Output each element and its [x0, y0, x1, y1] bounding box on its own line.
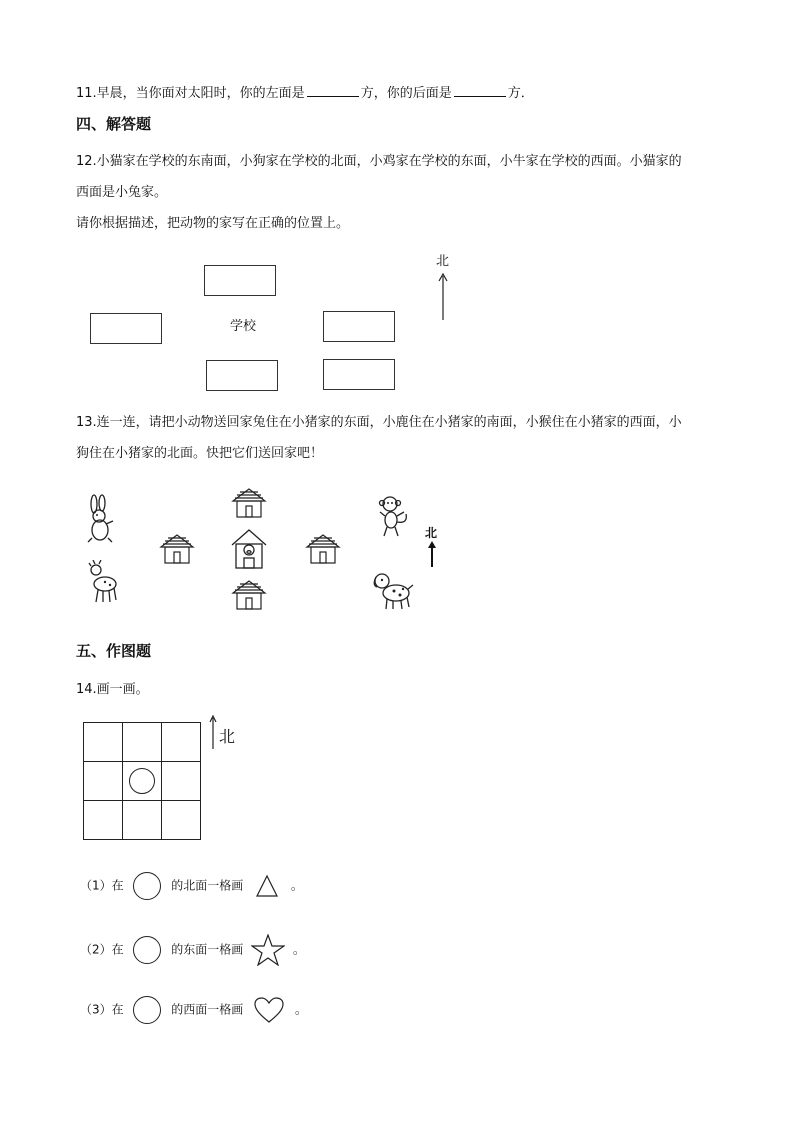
answer-blank-1[interactable] [307, 82, 359, 97]
question-11 [76, 82, 534, 104]
grid-cell[interactable] [162, 801, 201, 840]
grid-cell[interactable] [84, 762, 123, 801]
school-label: 学校 [230, 319, 257, 334]
grid-cell[interactable] [84, 801, 123, 840]
grid-cell[interactable] [162, 762, 201, 801]
circle-icon [133, 996, 161, 1024]
sub-item-text: 的西面一格画 [171, 1002, 244, 1017]
sub-item-2 [80, 934, 305, 966]
north-answer-box[interactable] [204, 265, 276, 296]
star-icon [251, 934, 285, 966]
heart-icon [253, 996, 285, 1024]
sub-item-end: 。 [294, 1002, 307, 1017]
house-south-icon[interactable] [231, 579, 267, 611]
sub-item-1 [80, 872, 303, 900]
circle-icon [129, 768, 155, 794]
q12-line-1: 12.小猫家在学校的东南面，小狗家在学校的北面，小鸡家在学校的东面，小牛家在学校的西面。小猫家的 [76, 154, 682, 169]
grid-cell[interactable] [162, 723, 201, 762]
answer-blank-2[interactable] [454, 82, 506, 97]
circle-icon [133, 872, 161, 900]
sub-item-3 [80, 996, 307, 1024]
grid-cell[interactable] [123, 723, 162, 762]
q11-text-2: 方，你的后面是 [360, 86, 452, 101]
grid-cell[interactable] [84, 723, 123, 762]
section-heading-5: 五、作图题 [76, 642, 152, 660]
pig-house-icon[interactable] [229, 528, 269, 570]
north-arrow-icon-14 [208, 714, 218, 750]
north-arrow-icon [436, 272, 450, 322]
q12-line-3: 请你根据描述，把动物的家写在正确的位置上。 [76, 216, 350, 231]
sub-item-prefix: （3）在 [80, 1002, 124, 1017]
rabbit-icon[interactable] [82, 494, 118, 544]
drawing-grid [83, 722, 201, 840]
q11-text-1: 11.早晨，当你面对太阳时，你的左面是 [76, 86, 305, 101]
dog-icon[interactable] [372, 571, 414, 611]
q11-text-3: 方． [507, 86, 534, 101]
sub-item-end: 。 [292, 942, 305, 957]
north-label-12: 北 [436, 254, 450, 269]
sub-item-end: 。 [290, 878, 303, 893]
south-answer-box[interactable] [206, 360, 278, 391]
q12-line-2: 西面是小兔家。 [76, 185, 168, 200]
house-west-icon[interactable] [159, 533, 195, 565]
north-label-14: 北 [219, 727, 236, 746]
grid-cell[interactable] [123, 801, 162, 840]
east-answer-box[interactable] [323, 311, 395, 342]
q13-line-1: 13.连一连，请把小动物送回家兔住在小猪家的东面，小鹿住在小猪家的南面，小猴住在小猪家的西面，小 [76, 415, 682, 430]
deer-icon[interactable] [85, 560, 121, 604]
sub-item-prefix: （2）在 [80, 942, 124, 957]
grid-cell-center[interactable] [123, 762, 162, 801]
q13-line-2: 狗住在小猪家的北面。快把它们送回家吧！ [76, 446, 324, 461]
section-heading-4: 四、解答题 [76, 115, 152, 133]
house-north-icon[interactable] [231, 487, 267, 519]
north-label-13: 北 [425, 526, 438, 540]
house-east-icon[interactable] [305, 533, 341, 565]
triangle-icon [255, 874, 279, 898]
north-arrow-icon-13 [426, 540, 438, 568]
monkey-icon[interactable] [376, 494, 412, 538]
sub-item-prefix: （1）在 [80, 878, 124, 893]
sub-item-text: 的东面一格画 [171, 942, 244, 957]
west-answer-box[interactable] [90, 313, 162, 344]
southeast-answer-box[interactable] [323, 359, 395, 390]
q14-title: 14.画一画。 [76, 682, 149, 697]
circle-icon [133, 936, 161, 964]
sub-item-text: 的北面一格画 [171, 878, 244, 893]
